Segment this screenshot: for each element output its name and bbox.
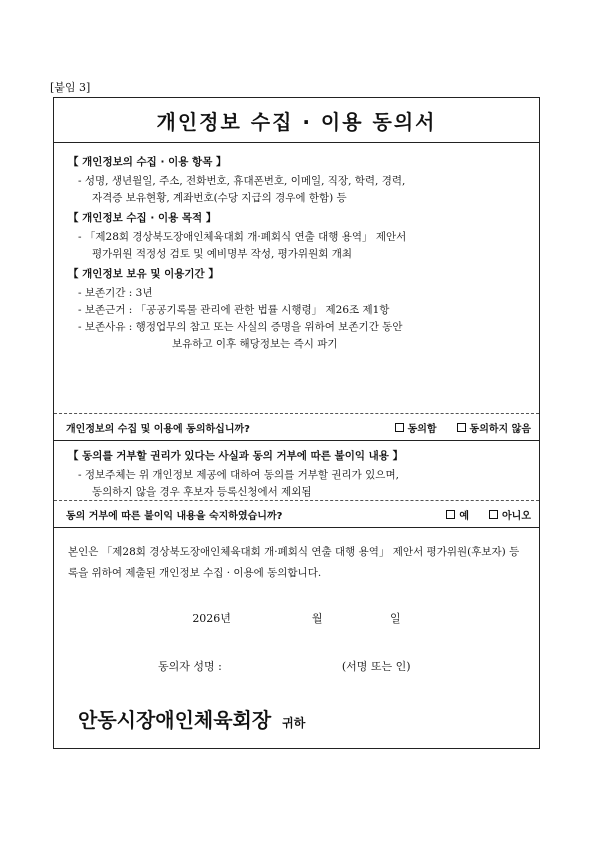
agree-checkbox[interactable] xyxy=(395,423,404,432)
purpose-line: 평가위원 적정성 검토 및 예비명부 작성, 평가위원회 개최 xyxy=(92,248,352,260)
no-option[interactable] xyxy=(489,507,531,522)
retention-line: - 보존근거 : 「공공기록물 관리에 관한 법률 시행령」 제26조 제1항 xyxy=(78,304,390,316)
items-heading: 【 개인정보의 수집 · 이용 항목 】 xyxy=(68,156,227,168)
recipient xyxy=(68,704,525,733)
retention-heading: 【 개인정보 보유 및 이용기간 】 xyxy=(68,268,219,280)
consent-question-row xyxy=(54,414,539,440)
date-month[interactable]: 월 xyxy=(311,612,323,625)
purpose-heading: 【 개인정보 수집 · 이용 목적 】 xyxy=(68,212,217,224)
acknowledge-question: 동의 거부에 따른 불이익 내용을 숙지하였습니까? xyxy=(66,510,283,522)
disagree-label: 동의하지 않음 xyxy=(469,423,531,435)
disagree-checkbox[interactable] xyxy=(457,423,466,432)
retention-line: 보유하고 이후 해당정보는 즉시 파기 xyxy=(172,338,338,350)
recipient-suffix: 귀하 xyxy=(282,716,306,730)
retention-line: - 보존기간 : 3년 xyxy=(78,287,153,299)
agree-option[interactable] xyxy=(395,420,437,435)
acknowledge-question-row xyxy=(54,501,539,527)
yes-checkbox[interactable] xyxy=(446,510,455,519)
consent-form xyxy=(53,97,540,749)
yes-option[interactable] xyxy=(446,507,469,522)
refusal-line: 동의하지 않을 경우 후보자 등록신청에서 제외됨 xyxy=(92,486,312,498)
consent-question: 개인정보의 수집 및 이용에 동의하십니까? xyxy=(66,423,250,435)
retention-line: - 보존사유 : 행정업무의 참고 또는 사실의 증명을 위하여 보존기간 동안 xyxy=(78,321,403,333)
items-line: - 성명, 생년월일, 주소, 전화번호, 휴대폰번호, 이메일, 직장, 학력, 경력, xyxy=(78,175,406,187)
no-checkbox[interactable] xyxy=(489,510,498,519)
consent-statement: 본인은 「제28회 경상북도장애인체육대회 개·폐회식 연출 대행 용역」 제안서 평가위원(후보자) 등록을 위하여 제출된 개인정보 수집 · 이용에 동의합니다. xyxy=(68,546,520,579)
refusal-line: - 정보주체는 위 개인정보 제공에 대하여 동의를 거부할 권리가 있으며, xyxy=(78,469,399,481)
refusal-section xyxy=(54,441,539,500)
recipient-name: 안동시장애인체육회장 xyxy=(78,708,272,732)
attachment-label: [붙임 3] xyxy=(50,81,91,94)
items-line: 자격증 보유현황, 계좌번호(수당 지급의 경우에 한함) 등 xyxy=(92,192,347,204)
title-box xyxy=(54,98,539,143)
info-section xyxy=(54,143,539,413)
page-title: 개인정보 수집 · 이용 동의서 xyxy=(156,109,437,134)
no-label: 아니오 xyxy=(502,510,531,522)
yes-label: 예 xyxy=(459,510,470,522)
signature-note[interactable]: (서명 또는 인) xyxy=(341,660,411,673)
signer-label: 동의자 성명 : xyxy=(158,660,222,673)
signature-row xyxy=(68,658,525,674)
refusal-heading: 【 동의를 거부할 권리가 있다는 사실과 동의 거부에 따른 불이익 내용 】 xyxy=(68,450,404,462)
disagree-option[interactable] xyxy=(457,420,531,435)
agree-label: 동의함 xyxy=(407,423,437,435)
purpose-line: - 「제28회 경상북도장애인체육대회 개·폐회식 연출 대행 용역」 제안서 xyxy=(78,231,407,243)
date-line xyxy=(68,610,525,626)
date-day[interactable]: 일 xyxy=(390,612,401,625)
date-year[interactable]: 2026년 xyxy=(192,612,231,625)
consent-section xyxy=(54,528,539,733)
